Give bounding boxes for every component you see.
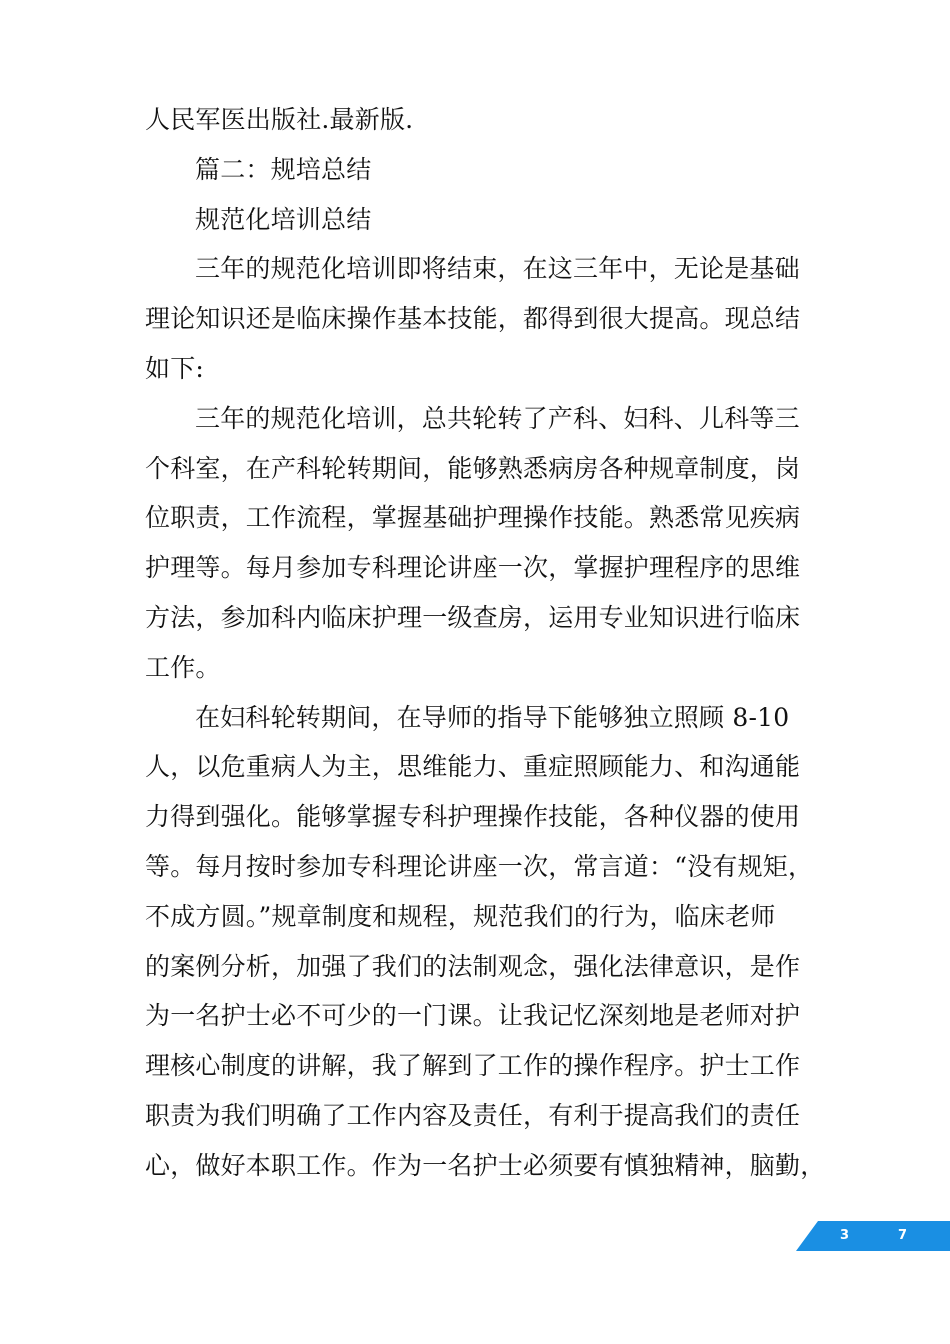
text-line: 如下: [145,353,205,383]
text-line: 的案例分析，加强了我们的法制观念，强化法律意识，是作 [145,951,801,981]
page-indicator-banner [796,1221,950,1251]
text-line: 规范化培训总结 [195,204,372,234]
current-page-number: 3 [840,1228,850,1243]
page-footer [796,1221,950,1251]
document-body [145,95,826,1191]
text-line: 篇二：规培总结 [195,154,372,184]
text-line: 理核心制度的讲解，我了解到了工作的操作程序。护士工作 [145,1051,801,1081]
text-line: 职责为我们明确了工作内容及责任，有利于提高我们的责任 [145,1100,801,1130]
text-line: 人，以危重病人为主，思维能力、重症照顾能力、和沟通能 [145,752,801,782]
text-line: 人民军医出版社.最新版. [145,105,414,134]
text-line: 工作。 [145,652,221,682]
text-line: 不成方圆。”规章制度和规程，规范我们的行为，临床老师 [145,901,776,931]
text-line: 为一名护士必不可少的一门课。让我记忆深刻地是老师对护 [145,1001,801,1031]
text-line: 心，做好本职工作。作为一名护士必须要有慎独精神，脑勤， [145,1150,826,1180]
text-line: 理论知识还是临床操作基本技能，都得到很大提高。现总结 [145,304,801,334]
text-line: 在妇科轮转期间，在导师的指导下能够独立照顾 8-10 [195,702,790,732]
text-line: 三年的规范化培训即将结束，在这三年中，无论是基础 [195,254,800,284]
total-page-number: 7 [898,1228,908,1243]
text-line: 护理等。每月参加专科理论讲座一次，掌握护理程序的思维 [145,553,801,583]
text-line: 位职责，工作流程，掌握基础护理操作技能。熟悉常见疾病 [145,503,801,533]
text-line: 三年的规范化培训，总共轮转了产科、妇科、儿科等三 [195,403,800,433]
text-line: 等。每月按时参加专科理论讲座一次，常言道：“没有规矩， [145,851,814,881]
text-line: 方法，参加科内临床护理一级查房，运用专业知识进行临床 [145,602,801,632]
text-line: 个科室，在产科轮转期间，能够熟悉病房各种规章制度，岗 [145,453,801,483]
text-line: 力得到强化。能够掌握专科护理操作技能，各种仪器的使用 [145,802,801,832]
